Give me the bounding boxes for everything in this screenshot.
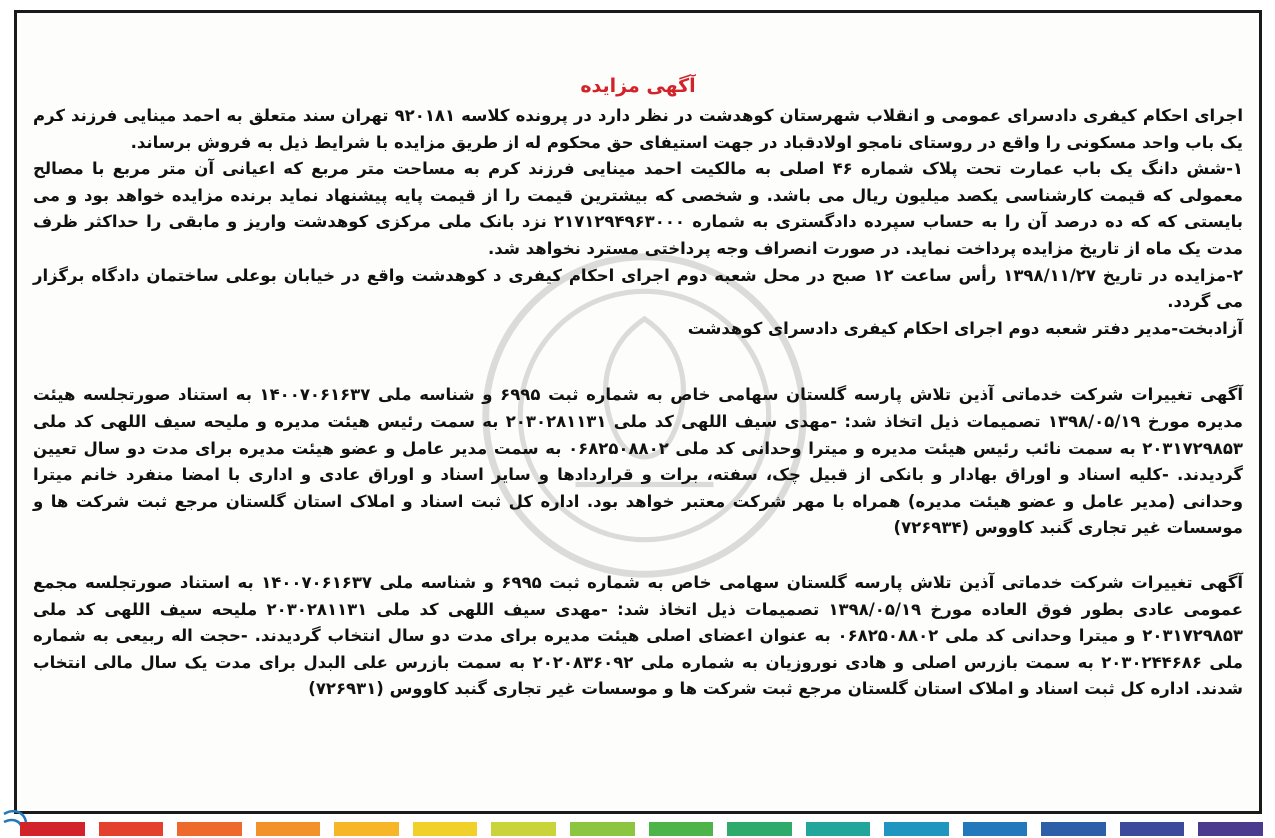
color-bar-segment bbox=[99, 822, 164, 836]
document-sheet bbox=[14, 10, 1262, 814]
color-bar-segment bbox=[884, 822, 949, 836]
color-bar-segment bbox=[649, 822, 714, 836]
notice-item-2: ۲-مزایده در تاریخ ۱۳۹۸/۱۱/۲۷ رأس ساعت ۱۲ صبح در محل شعبه دوم اجرای احکام کیفری د کوهدشت واقع در خیابان بوعلی ساختمان دادگاه برگزار می گردد. bbox=[33, 265, 1243, 312]
color-bar-segment bbox=[20, 822, 85, 836]
notice-title: آگهی مزایده bbox=[580, 75, 696, 97]
color-bar-segment bbox=[806, 822, 871, 836]
color-bar-segment bbox=[177, 822, 242, 836]
notice-item-1: ۱-شش دانگ یک باب عمارت تحت پلاک شماره ۴۶ اصلی به مالکیت احمد مینایی فرزند کرم به مساحت متر مربع که اعیانی آن متر مربع با مصالح معمولی که قیمت کارشناسی یکصد میلیون ریال می باشد. و شخصی که بیشترین قیمت را از قیمت پایه پیشنهاد نماید برنده مزایده خواهد بود و می بایستی که که ده درصد آن را به حساب سپرده دادگستری به شماره ۲۱۷۱۲۹۴۹۶۳۰۰۰ نزد بانک ملی مرکزی کوهدشت واریز و مابقی را حداکثر ظرف مدت یک ماه از تاریخ مزایده پرداخت نماید. در صورت انصراف وجه پرداختی مسترد نخواهد شد. bbox=[33, 159, 1243, 258]
color-bar-segment bbox=[963, 822, 1028, 836]
color-bar-segment bbox=[256, 822, 321, 836]
color-bar-segment bbox=[1120, 822, 1185, 836]
company-change-notice-2: آگهی تغییرات شرکت خدماتی آذین تلاش پارسه گلستان سهامی خاص به شماره ثبت ۶۹۹۵ و شناسه ملی ۱۴۰۰۷۰۶۱۶۳۷ به استناد صورتجلسه مجمع عمومی عادی بطور فوق العاده مورخ ۱۳۹۸/۰۵/۱۹ تصمیمات ذیل اتخاذ شد: -مهدی سیف اللهی کد ملی ۲۰۳۰۲۸۱۱۳۱ ملیحه سیف اللهی کد ملی ۲۰۳۱۷۲۹۸۵۳ و میترا وحدانی کد ملی ۰۶۸۲۵۰۸۸۰۲ به عنوان اعضای اصلی هیئت مدیره برای مدت دو سال انتخاب گردیدند. -حجت اله ربیعی به شماره ملی ۲۰۳۰۲۴۴۶۸۶ به سمت بازرس اصلی و هادی نوروزیان به شماره ملی ۲۰۲۰۸۳۶۰۹۲ به سمت بازرس علی البدل برای مدت یک سال مالی انتخاب شدند. اداره کل ثبت اسناد و املاک استان گلستان مرجع ثبت شرکت ها و موسسات غیر تجاری گنبد کاووس (۷۲۶۹۳۱) bbox=[33, 572, 1244, 699]
color-bar-segment bbox=[1198, 822, 1263, 836]
notice-signature: آزادبخت-مدیر دفتر شعبه دوم اجرای احکام کیفری دادسرای کوهدشت bbox=[687, 318, 1243, 338]
color-bar-segment bbox=[727, 822, 792, 836]
document-body bbox=[33, 63, 1243, 703]
color-bar-segment bbox=[413, 822, 478, 836]
color-bar-segment bbox=[1041, 822, 1106, 836]
color-bar-segment bbox=[570, 822, 635, 836]
color-bar-segment bbox=[334, 822, 399, 836]
color-bar-segment bbox=[491, 822, 556, 836]
notice-intro-paragraph: اجرای احکام کیفری دادسرای عمومی و انقلاب شهرستان کوهدشت در نظر دارد در پرونده کلاسه ۹۲۰۱۸۱ تهران سند متعلق به احمد مینایی فرزند کرم یک باب واحد مسکونی را واقع در روستای نامجو اولادقباد در جهت استیفای حق محکوم له از طریق مزایده با شرایط ذیل به فروش برساند. bbox=[33, 106, 1243, 152]
company-change-notice-1: آگهی تغییرات شرکت خدماتی آذین تلاش پارسه گلستان سهامی خاص به شماره ثبت ۶۹۹۵ و شناسه ملی ۱۴۰۰۷۰۶۱۶۳۷ به استناد صورتجلسه هیئت مدیره مورخ ۱۳۹۸/۰۵/۱۹ تصمیمات ذیل اتخاذ شد: -مهدی سیف اللهی کد ملی ۲۰۳۰۲۸۱۱۳۱ به سمت رئیس هیئت مدیره و ملیحه سیف اللهی کد ملی ۲۰۳۱۷۲۹۸۵۳ به سمت نائب رئیس هیئت مدیره و میترا وحدانی کد ملی ۰۶۸۲۵۰۸۸۰۲ به سمت مدیر عامل و عضو هیئت مدیره برای مدت دو سال تعیین گردیدند. -کلیه اسناد و اوراق بهادار و بانکی از قبیل چک، سفته، برات و قراردادها و سایر اسناد و اوراق عادی و اداری با امضا منفرد خانم میترا وحدانی (مدیر عامل و عضو هیئت مدیره) همراه با مهر شرکت معتبر خواهد بود. اداره کل ثبت اسناد و املاک استان گلستان مرجع ثبت شرکت ها و موسسات غیر تجاری گنبد کاووس (۷۲۶۹۳۴) bbox=[33, 385, 1243, 538]
color-bar bbox=[20, 822, 1263, 836]
